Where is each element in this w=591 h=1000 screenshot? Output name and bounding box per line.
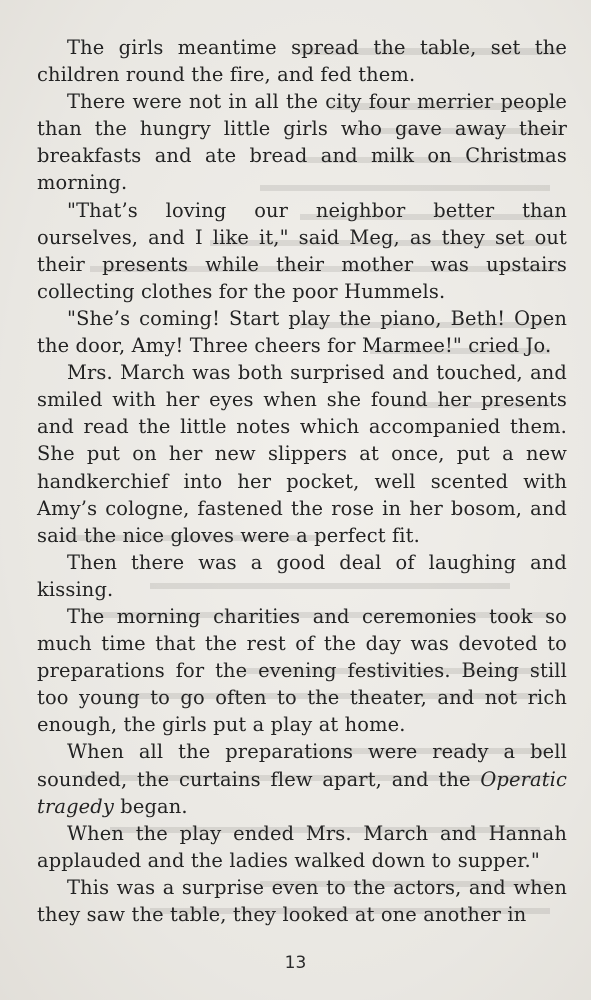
paragraph: "That’s loving our neighbor better than ourselves, and I like it," said Meg, as they set out their presents while their mother was upstairs collecting clothes for the poor Hummels. [37, 198, 567, 303]
paragraph-text: When all the preparations were ready a bell sounded, the curtains flew apart, and the [37, 740, 567, 791]
paragraph-text: began. [113, 794, 188, 818]
body-text [37, 34, 567, 928]
paragraph [37, 738, 567, 819]
paragraph: The girls meantime spread the table, set the children round the fire, and fed them. [37, 36, 567, 87]
paragraph: Mrs. March was both surprised and touched, and smiled with her eyes when she found her presents and read the little notes which accompanied them. She put on her new slippers at once, put a new handkerchief into her pocket, well scented with Amy’s cologne, fastened the rose in her bosom, and said the nice gloves were a perfect fit. [37, 361, 567, 547]
paragraph: This was a surprise even to the actors, and when they saw the table, they looked at one another in [37, 875, 567, 926]
paragraph: "She’s coming! Start play the piano, Beth! Open the door, Amy! Three cheers for Marmee!" cried Jo. [37, 306, 567, 358]
page-number: 13 [284, 953, 307, 973]
italic-title: Operatic tragedy [37, 767, 567, 818]
paragraph: The morning charities and ceremonies took so much time that the rest of the day was devoted to preparations for the evening festivities. Being still too young to go often to the theater, and not rich enough, the girls put a play at home. [37, 604, 567, 737]
paragraph: There were not in all the city four merrier people than the hungry little girls who gave away their breakfasts and ate bread and milk on Christmas morning. [37, 90, 567, 195]
paragraph: When the play ended Mrs. March and Hannah applauded and the ladies walked down to supper." [37, 821, 567, 872]
paragraph: Then there was a good deal of laughing and kissing. [37, 550, 567, 601]
